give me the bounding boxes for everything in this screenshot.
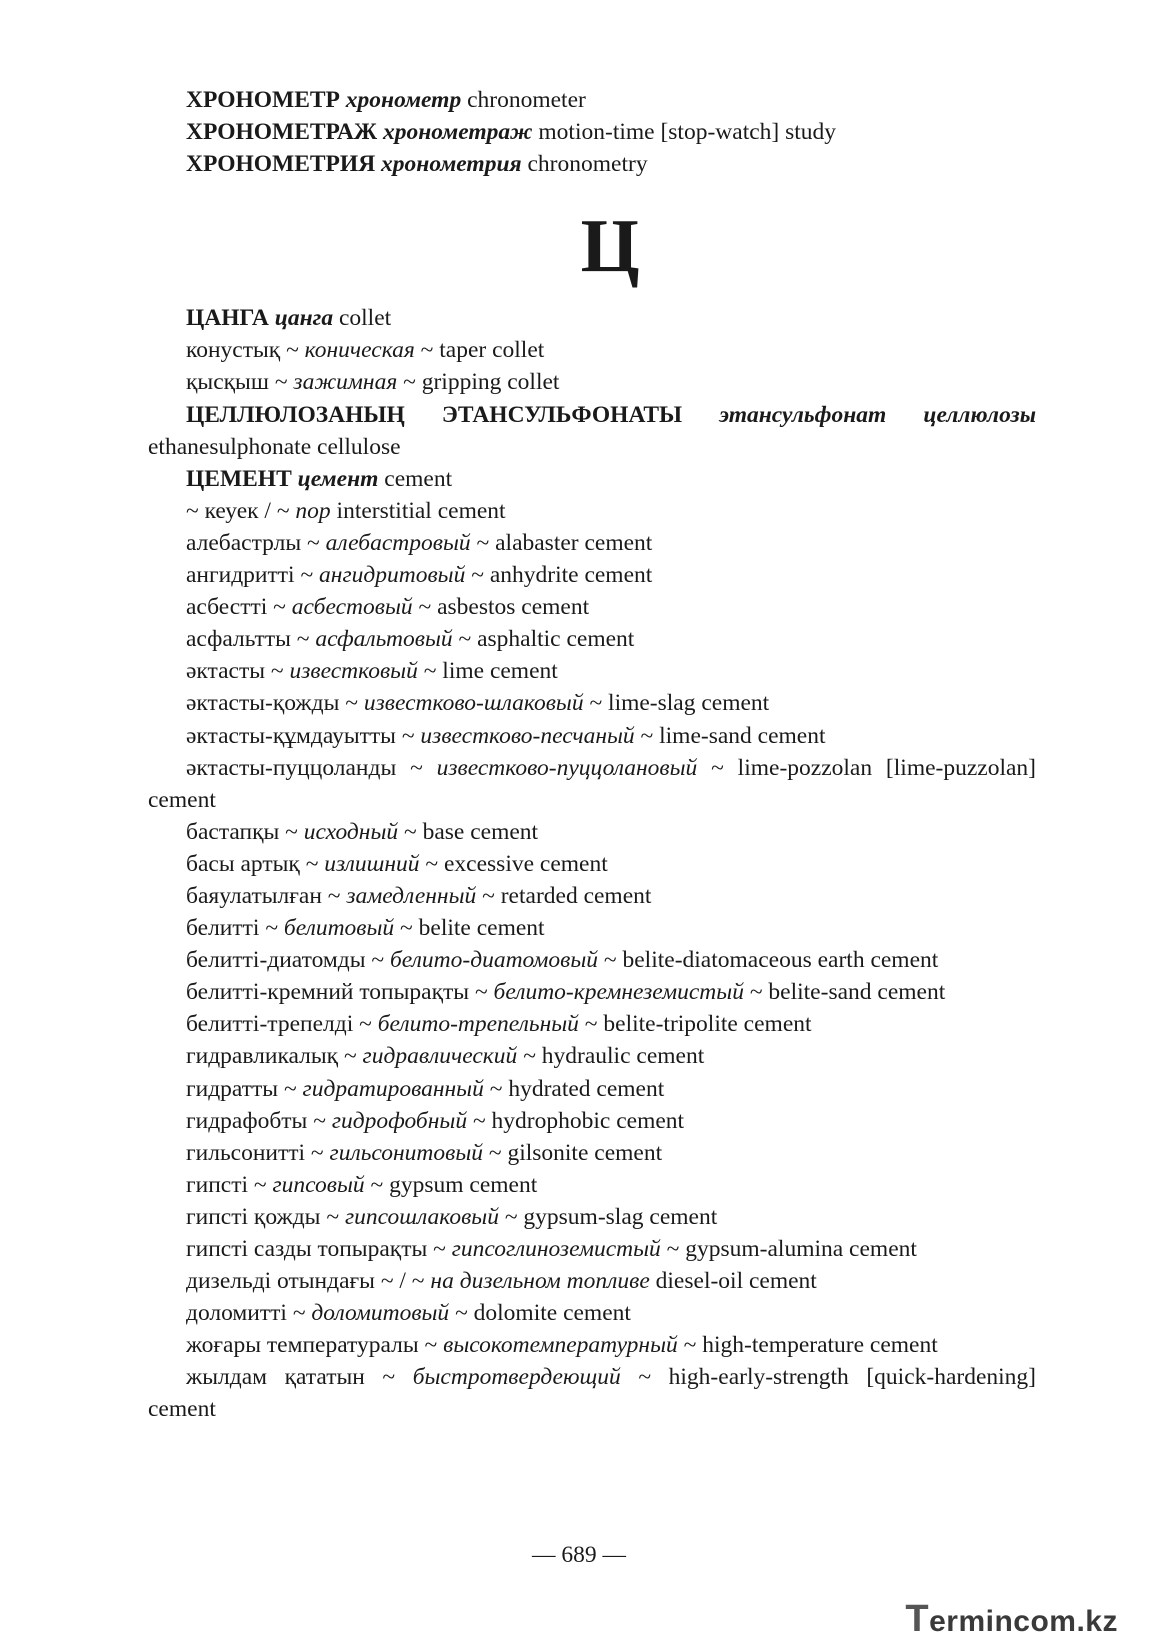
entry-kazakh: асфальтты ~ bbox=[186, 626, 316, 653]
entries-list bbox=[148, 302, 1036, 1425]
entry-kazakh: белитті-трепелді ~ bbox=[186, 1011, 378, 1038]
entry-english: chronometry bbox=[527, 151, 648, 178]
entry-line bbox=[148, 116, 1036, 148]
entry-russian: замедленный bbox=[346, 882, 477, 909]
entry-sub-line bbox=[148, 527, 1036, 559]
entry-kazakh: дизельді отындағы ~ / ~ bbox=[186, 1268, 431, 1295]
entry-sub-line bbox=[148, 1008, 1036, 1040]
entry-english: ~ lime-sand cement bbox=[634, 722, 826, 749]
entry-headword: ЦАНГА bbox=[186, 305, 269, 332]
entry-english: ~ lime-slag cement bbox=[583, 690, 770, 717]
entry-russian: белитовый bbox=[283, 915, 395, 942]
entry-sub-line bbox=[148, 623, 1036, 655]
entry-sub-line bbox=[148, 591, 1036, 623]
entry-kazakh: гидравликалық ~ bbox=[186, 1043, 363, 1070]
entry-kazakh: гипсті ~ bbox=[186, 1171, 273, 1198]
entry-russian: зажимная bbox=[293, 369, 398, 396]
entry-english: ~ dolomite cement bbox=[449, 1300, 631, 1327]
watermark-text: ermincom.kz bbox=[929, 1605, 1118, 1638]
entry-russian: исходный bbox=[303, 818, 399, 845]
entry-sub-line bbox=[148, 559, 1036, 591]
entry-sub-line bbox=[148, 1361, 1036, 1425]
entry-english: motion-time [stop-watch] study bbox=[538, 119, 837, 146]
entry-kazakh: гипсті сазды топырақты ~ bbox=[186, 1236, 452, 1262]
entry-russian: доломитовый bbox=[311, 1300, 450, 1327]
entry-head-line bbox=[148, 302, 1036, 334]
entry-english: ~ gypsum cement bbox=[364, 1171, 538, 1198]
entry-kazakh: баяулатылған ~ bbox=[186, 882, 347, 909]
entry-kazakh: гидрафобты ~ bbox=[186, 1107, 332, 1134]
entry-headword: ХРОНОМЕТРИЯ bbox=[186, 151, 376, 178]
entry-sub-line bbox=[148, 1073, 1036, 1105]
entry-russian: гидрофобный bbox=[331, 1107, 468, 1134]
watermark-initial: T bbox=[905, 1598, 930, 1640]
entry-kazakh: қысқыш ~ bbox=[186, 369, 294, 396]
entry-russian: коническая bbox=[304, 337, 415, 364]
entry-english: ~ belite-diatomaceous earth cement bbox=[598, 947, 939, 974]
entry-kazakh: әктасты-құмдауытты ~ bbox=[186, 722, 421, 749]
entry-english: ~ excessive cement bbox=[419, 850, 608, 877]
entry-russian: гипсовый bbox=[272, 1171, 365, 1198]
entry-russian: цанга bbox=[274, 305, 334, 332]
entry-english: ~ taper collet bbox=[414, 337, 545, 364]
entry-english: ~ hydrophobic cement bbox=[467, 1107, 685, 1134]
entry-english: ~ gypsum-slag cement bbox=[498, 1203, 718, 1230]
entry-russian: известково-шлаковый bbox=[363, 690, 584, 717]
header-entries bbox=[148, 84, 1036, 180]
entry-russian: известковый bbox=[289, 658, 418, 685]
entry-sub-line bbox=[148, 1201, 1036, 1233]
entry-kazakh: ~ кеуек / ~ bbox=[186, 497, 296, 524]
entry-english: diesel-oil cement bbox=[649, 1268, 817, 1295]
entry-head-line bbox=[148, 399, 1036, 463]
entry-kazakh: ангидритті ~ bbox=[186, 562, 320, 589]
entry-kazakh: басы артық ~ bbox=[186, 850, 325, 877]
entry-english: ethanesulphonate cellulose bbox=[148, 433, 401, 460]
entry-russian: известково-песчаный bbox=[420, 722, 635, 749]
entry-sub-line bbox=[148, 1105, 1036, 1137]
entry-english: ~ lime-pozzolan [lime-puzzolan] cement bbox=[148, 754, 1037, 813]
entry-russian: излишний bbox=[324, 850, 420, 877]
entry-russian: хронометр bbox=[345, 87, 462, 113]
entry-sub-line bbox=[148, 1329, 1036, 1361]
entry-russian: высокотемпературный bbox=[443, 1332, 678, 1359]
entry-russian: на дизельном топливе bbox=[430, 1268, 650, 1295]
entry-line bbox=[148, 84, 1036, 116]
entry-russian: белито-диатомовый bbox=[389, 947, 599, 974]
entry-russian: пор bbox=[295, 497, 331, 524]
entry-english: ~ hydraulic cement bbox=[517, 1043, 705, 1070]
entry-kazakh: алебастрлы ~ bbox=[186, 529, 326, 556]
entry-sub-line bbox=[148, 752, 1036, 816]
entry-russian: гильсонитовый bbox=[329, 1139, 483, 1166]
entry-english: ~ base cement bbox=[398, 818, 539, 845]
dictionary-page bbox=[148, 84, 1036, 1426]
entry-kazakh: жылдам қататын ~ bbox=[186, 1364, 413, 1391]
entry-kazakh: гипсті қожды ~ bbox=[186, 1203, 345, 1230]
entry-sub-line bbox=[148, 1233, 1036, 1265]
entry-russian: цемент bbox=[297, 465, 379, 492]
entry-headword: ХРОНОМЕТР bbox=[186, 87, 340, 113]
entry-kazakh: әктасты-қожды ~ bbox=[186, 690, 364, 717]
entry-english: ~ belite cement bbox=[394, 915, 545, 942]
entry-english: ~ retarded cement bbox=[476, 882, 652, 909]
entry-kazakh: асбестті ~ bbox=[186, 594, 292, 621]
page-number: — 689 — bbox=[532, 1542, 626, 1568]
entry-sub-line bbox=[148, 366, 1036, 398]
entry-line bbox=[148, 148, 1036, 180]
entry-russian: известково-пуццолановый bbox=[436, 754, 698, 781]
entry-russian: этансульфонат целлюлозы bbox=[719, 401, 1037, 428]
entry-kazakh: әктасты-пуццоланды ~ bbox=[186, 754, 437, 781]
entry-sub-line bbox=[148, 1297, 1036, 1329]
entry-sub-line bbox=[148, 1040, 1036, 1072]
entry-russian: белито-кремнеземистый bbox=[493, 979, 744, 1006]
entry-russian: белито-трепельный bbox=[377, 1011, 579, 1038]
entry-english: ~ gripping collet bbox=[397, 369, 560, 396]
entry-english: ~ gilsonite cement bbox=[482, 1139, 663, 1166]
entry-kazakh: әктасты ~ bbox=[186, 658, 290, 685]
entry-english: ~ gypsum-alumina cement bbox=[660, 1236, 917, 1262]
entry-english: ~ high-early-strength [quick-hardening] cement bbox=[148, 1364, 1036, 1423]
entry-kazakh: бастапқы ~ bbox=[186, 818, 304, 845]
entry-english: cement bbox=[384, 465, 453, 492]
entry-russian: гипсошлаковый bbox=[344, 1203, 499, 1230]
entry-russian: алебастровый bbox=[325, 529, 471, 556]
entry-russian: быстротвердеющий bbox=[412, 1364, 621, 1391]
entry-headword: ХРОНОМЕТРАЖ bbox=[186, 119, 378, 146]
entry-headword: ЦЕМЕНТ bbox=[186, 465, 292, 492]
entry-head-line bbox=[148, 463, 1036, 495]
entry-sub-line bbox=[148, 720, 1036, 752]
entry-english: ~ asbestos cement bbox=[412, 594, 590, 621]
entry-kazakh: конустық ~ bbox=[186, 337, 305, 364]
entry-sub-line bbox=[148, 912, 1036, 944]
entry-sub-line bbox=[148, 334, 1036, 366]
entry-sub-line bbox=[148, 1265, 1036, 1297]
entry-russian: гидратированный bbox=[302, 1075, 484, 1102]
entry-sub-line bbox=[148, 880, 1036, 912]
entry-english: ~ high-temperature cement bbox=[677, 1332, 938, 1359]
entry-sub-line bbox=[148, 687, 1036, 719]
entry-english: ~ belite-tripolite cement bbox=[578, 1011, 812, 1038]
entry-english: ~ asphaltic cement bbox=[452, 626, 635, 653]
entry-kazakh: доломитті ~ bbox=[186, 1300, 312, 1327]
entry-sub-line bbox=[148, 976, 1036, 1008]
entry-kazakh: белитті ~ bbox=[186, 915, 284, 942]
entry-english: ~ alabaster cement bbox=[470, 529, 653, 556]
entry-english: chronometer bbox=[467, 87, 586, 113]
entry-headword: ЦЕЛЛЮЛОЗАНЫҢ ЭТАНСУЛЬФОНАТЫ bbox=[186, 401, 683, 428]
entry-sub-line bbox=[148, 816, 1036, 848]
entry-russian: ангидритовый bbox=[319, 562, 466, 589]
entry-sub-line bbox=[148, 655, 1036, 687]
entry-russian: хронометраж bbox=[383, 119, 533, 146]
entry-english: interstitial cement bbox=[330, 497, 506, 524]
entry-russian: хронометрия bbox=[381, 151, 522, 178]
entry-sub-line bbox=[148, 944, 1036, 976]
entry-russian: асбестовый bbox=[291, 594, 413, 621]
entry-sub-line bbox=[148, 848, 1036, 880]
entry-sub-line bbox=[148, 495, 1036, 527]
entry-russian: гидравлический bbox=[362, 1043, 518, 1070]
entry-english: ~ belite-sand cement bbox=[743, 979, 946, 1006]
entry-sub-line bbox=[148, 1137, 1036, 1169]
entry-kazakh: жоғары температуралы ~ bbox=[186, 1332, 444, 1359]
entry-english: ~ lime cement bbox=[417, 658, 558, 685]
entry-kazakh: гидратты ~ bbox=[186, 1075, 303, 1102]
site-watermark-logo bbox=[905, 1598, 1118, 1641]
entry-english: ~ hydrated cement bbox=[483, 1075, 665, 1102]
entry-sub-line bbox=[148, 1169, 1036, 1201]
entry-kazakh: гильсонитті ~ bbox=[186, 1139, 330, 1166]
entry-kazakh: белитті-кремний топырақты ~ bbox=[186, 979, 494, 1006]
entry-russian: асфальтовый bbox=[315, 626, 453, 653]
entry-english: ~ anhydrite cement bbox=[465, 562, 653, 589]
section-letter: Ц bbox=[580, 204, 640, 289]
entry-kazakh: белитті-диатомды ~ bbox=[186, 947, 390, 974]
entry-english: collet bbox=[338, 305, 392, 332]
entry-russian: гипсоглиноземистый bbox=[451, 1236, 661, 1262]
